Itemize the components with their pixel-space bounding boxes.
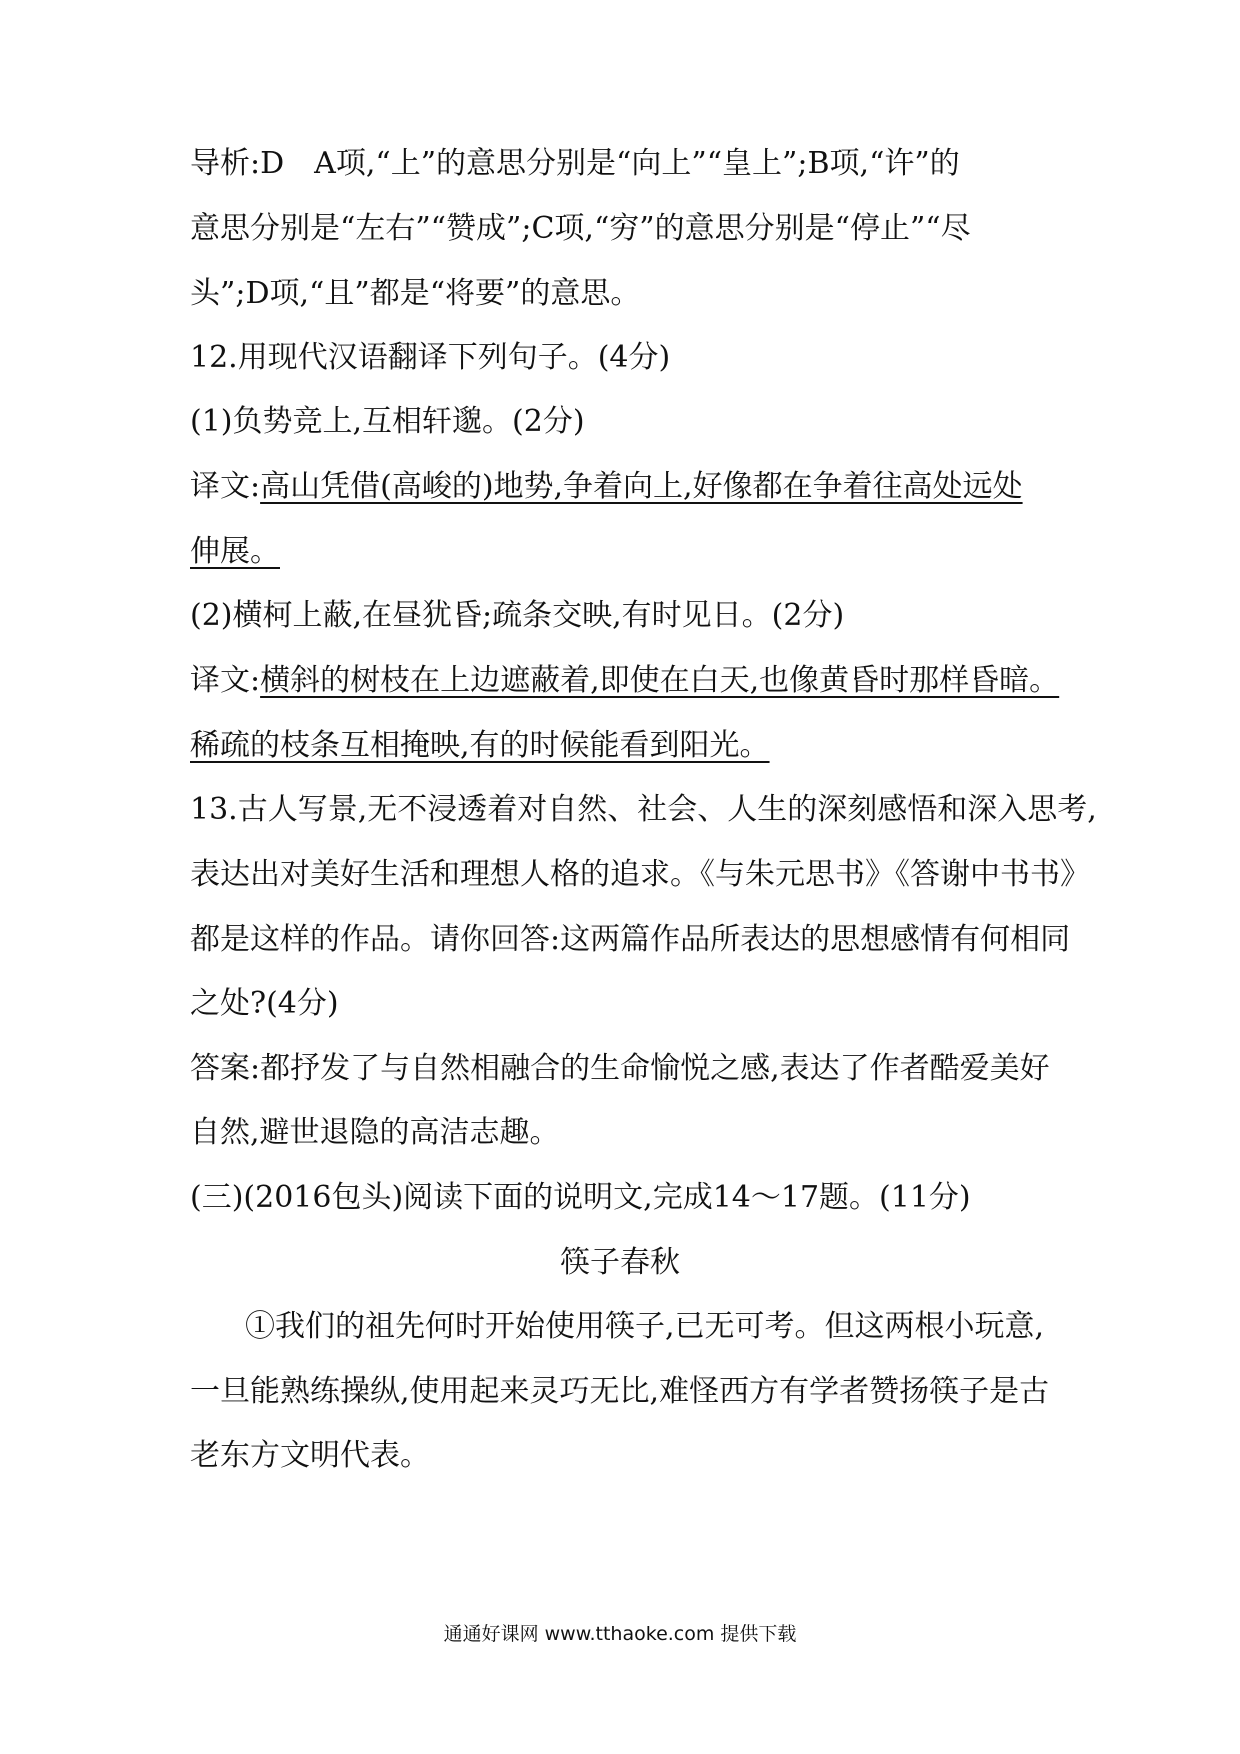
answer-text: 稀疏的枝条互相掩映,有的时候能看到阳光。 <box>190 728 770 763</box>
q12-answer-2-line-2 <box>190 724 1060 768</box>
q13-answer-line-1: 答案:都抒发了与自然相融合的生命愉悦之感,表达了作者酷爱美好 <box>190 1051 1050 1086</box>
q12-answer-1-line-1 <box>190 465 1060 509</box>
q12-stem: 12.用现代汉语翻译下列句子。(4分) <box>190 340 671 375</box>
page-footer: 通通好课网 www.tthaoke.com 提供下载 <box>443 1623 797 1645</box>
section-3-heading: (三)(2016包头)阅读下面的说明文,完成14～17题。(11分) <box>190 1180 971 1215</box>
article-para-1-line-3: 老东方文明代表。 <box>190 1438 430 1473</box>
answer-text: 高山凭借(高峻的)地势,争着向上,好像都在争着往高处远处 <box>260 469 1023 504</box>
analysis-line-2: 意思分别是“左右”“赞成”;C项,“穷”的意思分别是“停止”“尽 <box>190 211 971 246</box>
answer-prefix: 译文: <box>190 663 261 698</box>
q12-sentence-1: (1)负势竞上,互相轩邈。(2分) <box>190 404 585 439</box>
analysis-line-1: 导析:D A项,“上”的意思分别是“向上”“皇上”;B项,“许”的 <box>190 146 960 181</box>
q13-line-2: 表达出对美好生活和理想人格的追求。《与朱元思书》《答谢中书书》 <box>190 857 1090 892</box>
article-para-1-line-1: ①我们的祖先何时开始使用筷子,已无可考。但这两根小玩意, <box>245 1309 1045 1344</box>
q12-answer-1-line-2 <box>190 530 1060 574</box>
answer-prefix: 译文: <box>190 469 261 504</box>
q12-answer-2-line-1 <box>190 659 1060 703</box>
q13-line-4: 之处?(4分) <box>190 986 339 1021</box>
q13-line-3: 都是这样的作品。请你回答:这两篇作品所表达的思想感情有何相同 <box>190 922 1071 957</box>
q13-answer-line-2: 自然,避世退隐的高洁志趣。 <box>190 1115 560 1150</box>
q13-line-1: 13.古人写景,无不浸透着对自然、社会、人生的深刻感悟和深入思考, <box>190 792 1097 827</box>
article-title: 筷子春秋 <box>560 1245 680 1280</box>
answer-text: 伸展。 <box>190 534 280 569</box>
article-para-1-line-2: 一旦能熟练操纵,使用起来灵巧无比,难怪西方有学者赞扬筷子是古 <box>190 1374 1050 1409</box>
analysis-line-3: 头”;D项,“且”都是“将要”的意思。 <box>190 276 641 311</box>
q12-sentence-2: (2)横柯上蔽,在昼犹昏;疏条交映,有时见日。(2分) <box>190 598 845 633</box>
answer-text: 横斜的树枝在上边遮蔽着,即使在白天,也像黄昏时那样昏暗。 <box>260 663 1060 698</box>
